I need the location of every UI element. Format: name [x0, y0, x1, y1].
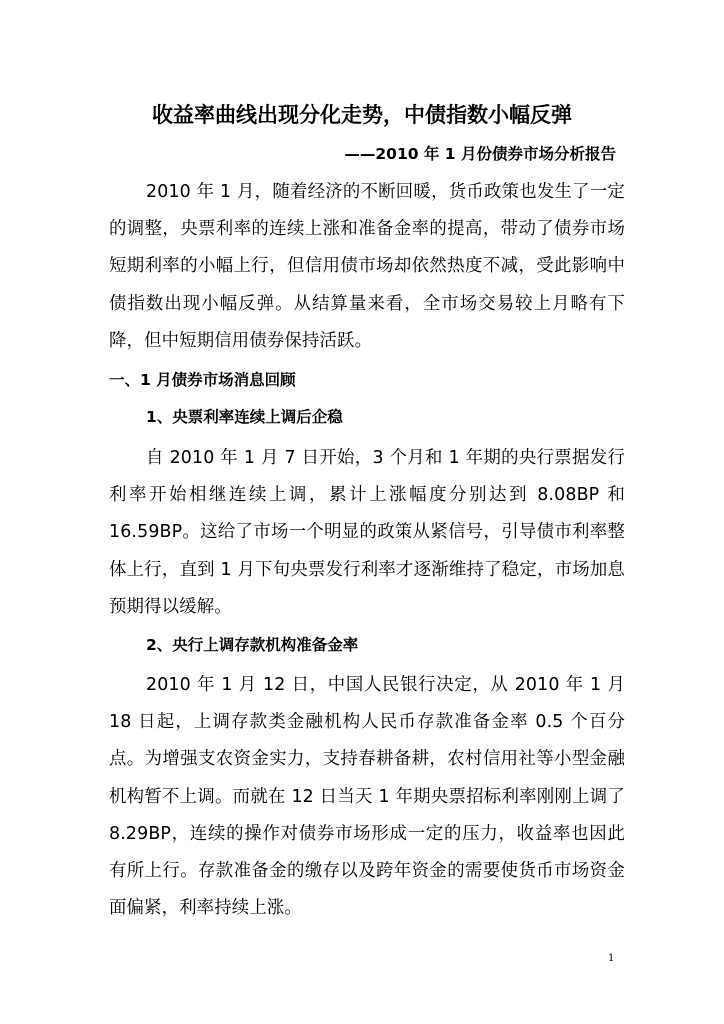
document-title: 收益率曲线出现分化走势，中债指数小幅反弹: [152, 103, 572, 127]
subheading-2: 2、央行上调存款机构准备金率: [146, 636, 359, 654]
section-heading: 一、1 月债券市场消息回顾: [109, 371, 296, 389]
page-number: 1: [608, 953, 615, 964]
paragraph-reserve-ratio: 2010 年 1 月 12 日，中国人民银行决定，从 2010 年 1 月 18 日起，上调存款类金融机构人民币存款准备金率 0.5 个百分点。为增强支农资金实力，支持春耕备耕，农村信用社等小型金融机构暂不上调。而就在 12 日当天 1 年期央票招标利率刚刚上调了 8.29BP，连续的操作对债券市场形成一定的压力，收益率也因此有所上行。存款准备金的缴存以及跨年资金的需要使货币市场资金面偏紧，利率持续上涨。: [109, 675, 625, 919]
paragraph-intro: 2010 年 1 月，随着经济的不断回暖，货币政策也发生了一定的调整，央票利率的连续上涨和准备金率的提高，带动了债券市场短期利率的小幅上行，但信用债市场却依然热度不减，受此影响中债指数出现小幅反弹。从结算量来看，全市场交易较上月略有下降，但中短期信用债券保持活跃。: [109, 182, 625, 351]
paragraph-central-bill: 自 2010 年 1 月 7 日开始，3 个月和 1 年期的央行票据发行利率开始相继连续上调，累计上涨幅度分别达到 8.08BP 和 16.59BP。这给了市场一个明显的政策从紧信号，引导债市利率整体上行，直到 1 月下旬央票发行利率才逐渐维持了稳定，市场加息预期得以缓解。: [109, 448, 625, 617]
subheading-1: 1、央票利率连续上调后企稳: [146, 408, 343, 426]
document-subtitle: ——2010 年 1 月份债券市场分析报告: [344, 145, 616, 163]
